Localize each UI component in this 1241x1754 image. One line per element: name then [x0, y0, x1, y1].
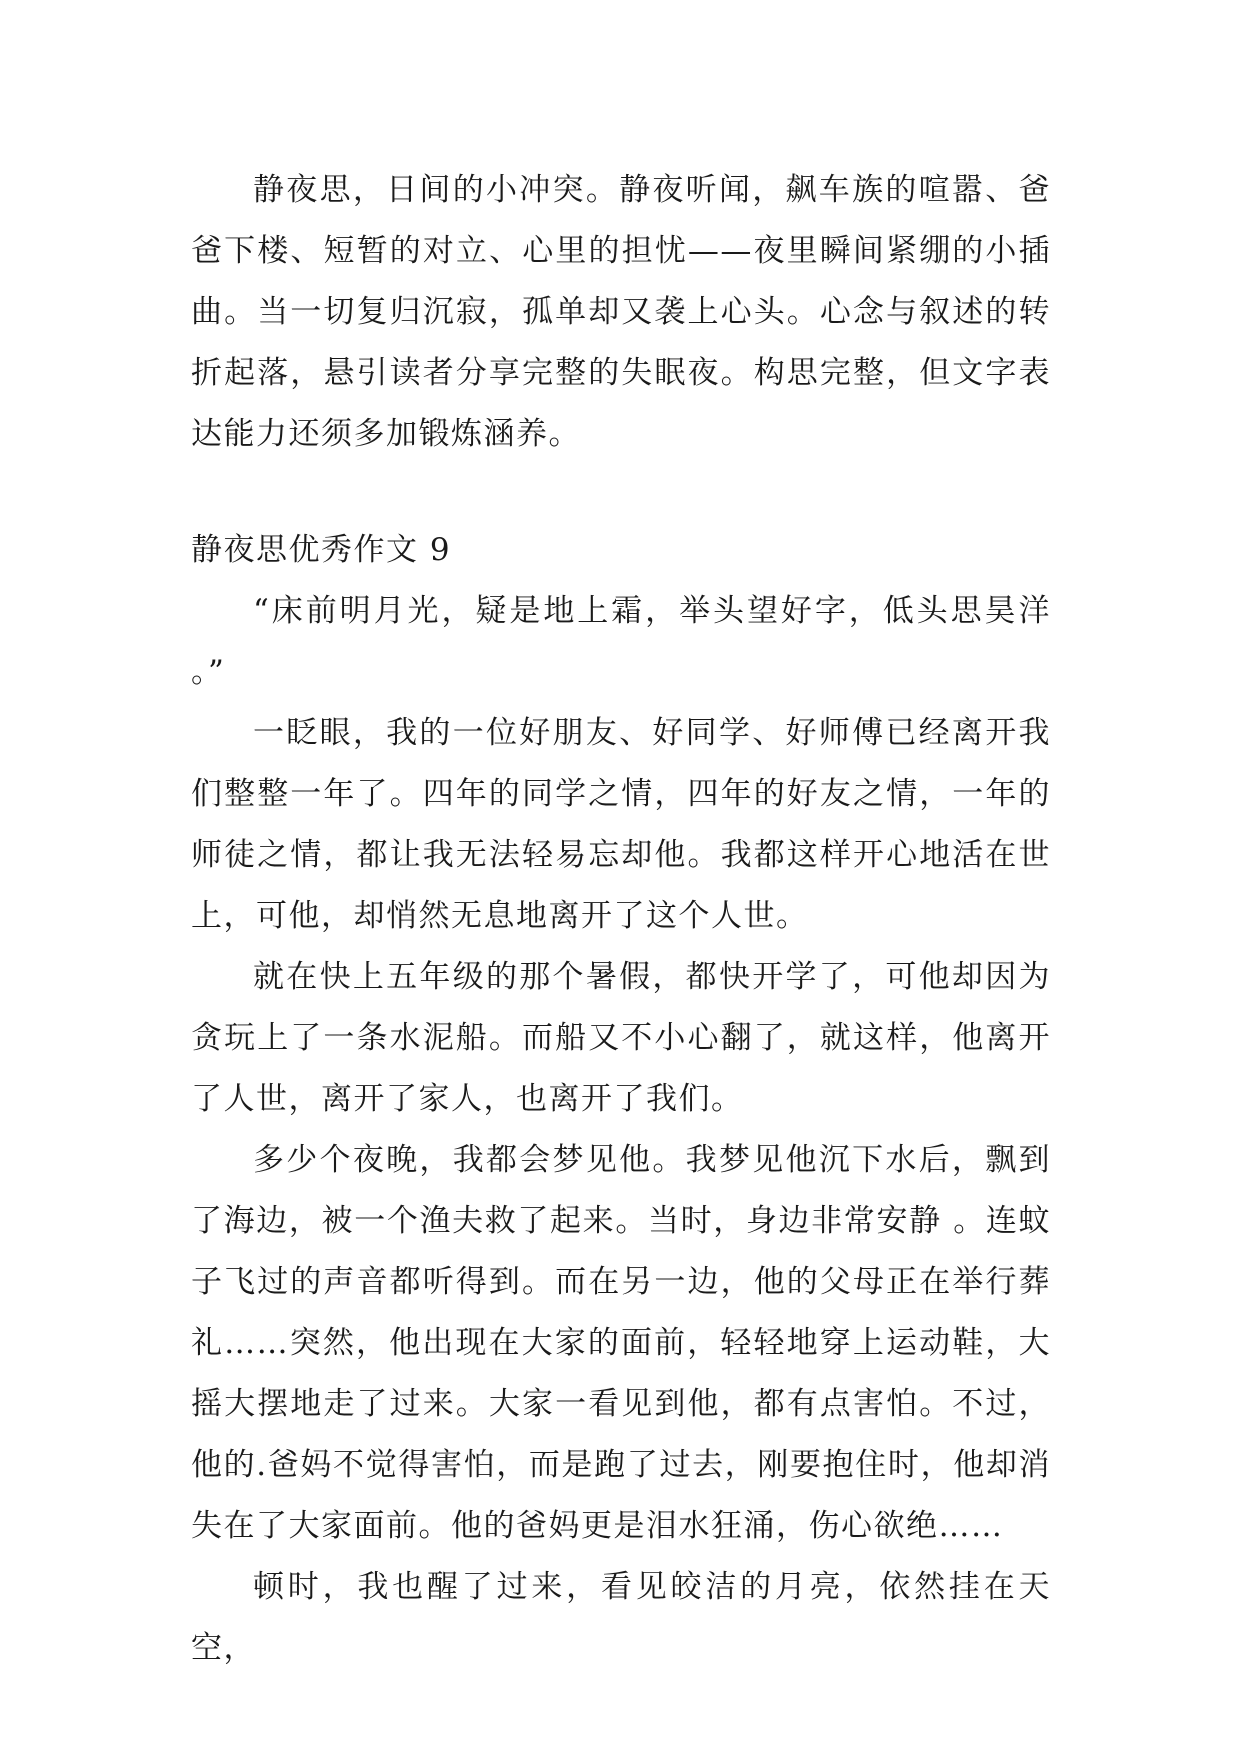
paragraph-4: 顿时，我也醒了过来，看见皎洁的月亮，依然挂在天空，	[191, 1569, 1051, 1666]
essay-title: 静夜思优秀作文 9	[191, 532, 452, 568]
intro-paragraph: 静夜思，日间的小冲突。静夜听闻，飙车族的喧嚣、爸爸下楼、短暂的对立、心里的担忧——夜里瞬间紧绷的小插曲。当一切复归沉寂，孤单却又袭上心头。心念与叙述的转折起落，悬引读者分享完整的失眠夜。构思完整，但文字表达能力还须多加锻炼涵养。	[191, 172, 1051, 452]
paragraph-poem: “床前明月光，疑是地上霜，举头望好字，低头思昊洋 。”	[191, 593, 1051, 690]
paragraph-2: 就在快上五年级的那个暑假，都快开学了，可他却因为贪玩上了一条水泥船。而船又不小心翻了，就这样，他离开了人世，离开了家人，也离开了我们。	[191, 959, 1051, 1117]
document-page	[191, 160, 1051, 1679]
paragraph-1: 一眨眼，我的一位好朋友、好同学、好师傅已经离开我们整整一年了。四年的同学之情，四年的好友之情，一年的师徒之情，都让我无法轻易忘却他。我都这样开心地活在世上，可他，却悄然无息地离开了这个人世。	[191, 715, 1051, 934]
section-gap	[191, 465, 1051, 520]
paragraph-3: 多少个夜晚，我都会梦见他。我梦见他沉下水后，飘到了海边，被一个渔夫救了起来。当时，身边非常安静 。连蚊子飞过的声音都听得到。而在另一边，他的父母正在举行葬礼……突然，他出现在大家的面前，轻轻地穿上运动鞋，大摇大摆地走了过来。大家一看见到他，都有点害怕。不过，他的.爸妈不觉得害怕，而是跑了过去，刚要抱住时，他却消失在了大家面前。他的爸妈更是泪水狂涌，伤心欲绝……	[191, 1142, 1051, 1544]
